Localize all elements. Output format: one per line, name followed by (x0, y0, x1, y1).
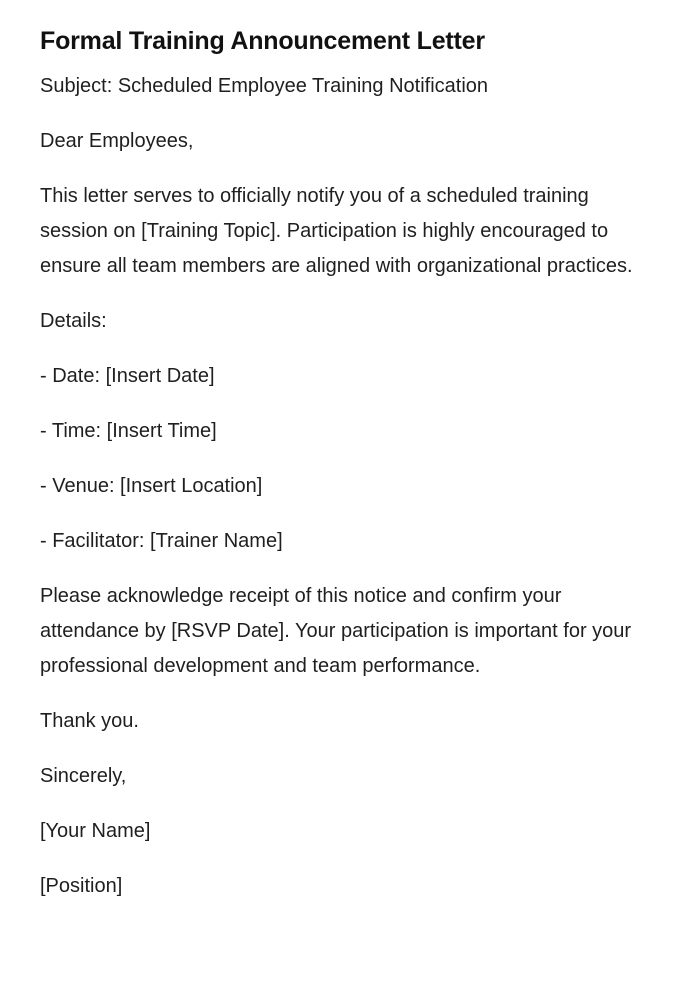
detail-item-facilitator: - Facilitator: [Trainer Name] (40, 530, 283, 552)
details-heading: Details: (40, 310, 107, 332)
letter-thanks: Thank you. (40, 710, 139, 732)
letter-salutation: Dear Employees, (40, 130, 194, 152)
signer-name: [Your Name] (40, 820, 151, 842)
letter-intro-paragraph: This letter serves to officially notify you of a scheduled training session on [Training Topic]. Participation is highly encouraged to ensure all team members are aligned with organizational practices. (40, 185, 633, 277)
signer-position: [Position] (40, 875, 123, 897)
letter-title: Formal Training Announcement Letter (40, 27, 485, 55)
letter-subject: Subject: Scheduled Employee Training Notification (40, 75, 489, 97)
letter-closing-paragraph: Please acknowledge receipt of this notice and confirm your attendance by [RSVP Date]. Your participation is important for your professional development and team performance. (40, 585, 632, 677)
detail-item-venue: - Venue: [Insert Location] (40, 475, 263, 497)
detail-item-time: - Time: [Insert Time] (40, 420, 217, 442)
detail-item-date: - Date: [Insert Date] (40, 365, 215, 387)
letter-signoff: Sincerely, (40, 765, 127, 787)
letter-document (40, 24, 650, 924)
